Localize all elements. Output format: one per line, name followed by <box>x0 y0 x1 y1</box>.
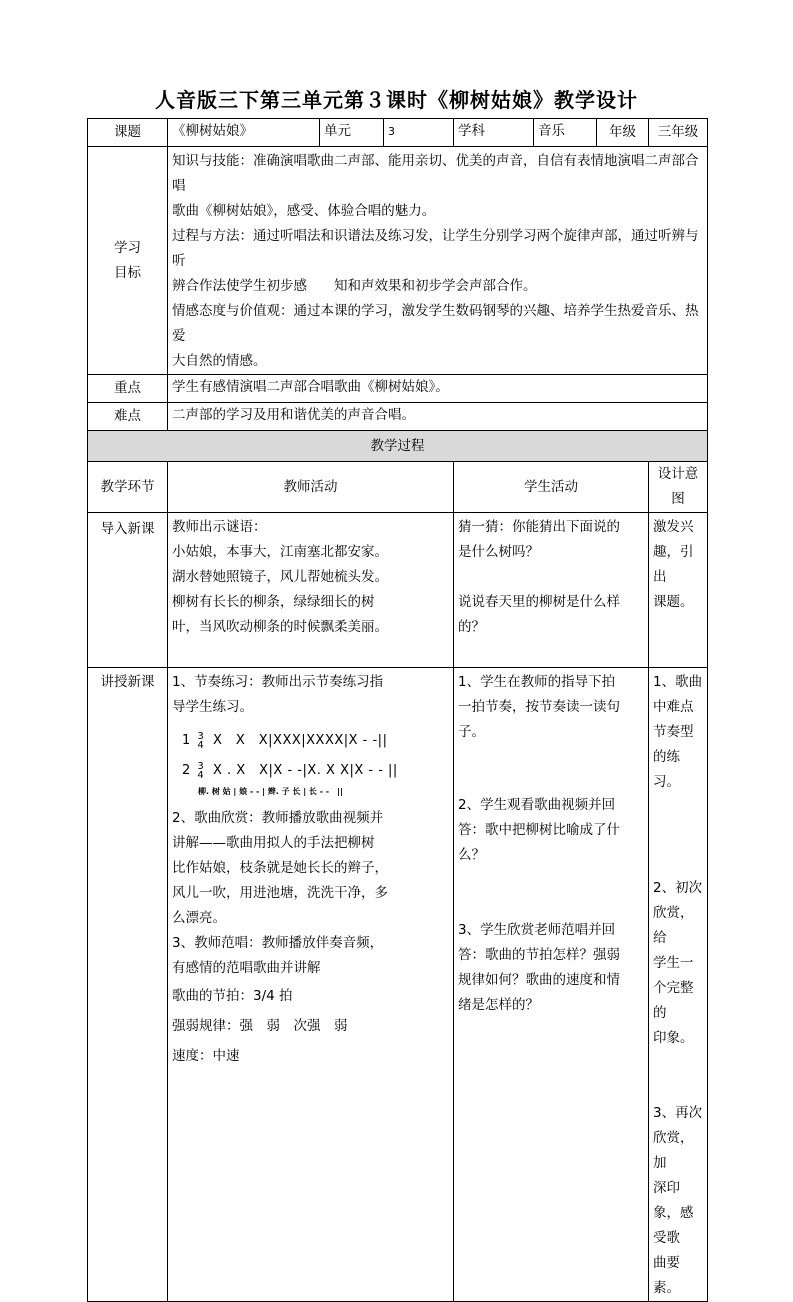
key-point-label: 重点 <box>88 375 168 403</box>
intro-intent-line: 激发兴趣，引出 <box>653 519 694 585</box>
difficulty-value: 二声部的学习及用和谐优美的声音合唱。 <box>168 403 708 431</box>
lecture-student-line: 绪是怎样的？ <box>458 997 539 1013</box>
info-row <box>88 119 708 147</box>
grade-label: 年级 <box>597 119 649 147</box>
col-student: 学生活动 <box>454 462 649 513</box>
intro-student-line <box>458 565 644 590</box>
intro-student-line: 猜一猜：你能猜出下面说的 <box>458 519 620 535</box>
lecture-intent-line: 曲要素。 <box>653 1255 680 1296</box>
lecture-teacher-line: 强弱规律：强 弱 次强 弱 <box>172 1018 348 1034</box>
key-point-value: 学生有感情演唱二声部合唱歌曲《柳树姑娘》。 <box>168 375 708 403</box>
subject-value: 音乐 <box>534 119 597 147</box>
unit-label: 单元 <box>320 119 384 147</box>
col-stage: 教学环节 <box>88 462 168 513</box>
lecture-teacher-line: 2、歌曲欣赏：教师播放歌曲视频并 <box>172 810 384 826</box>
lecture-student-line: 一拍节奏，按节奏读一读句 <box>458 699 620 715</box>
intro-row <box>88 513 708 668</box>
lecture-teacher-line: 歌曲的节拍：3/4 拍 <box>172 988 293 1004</box>
goals-label-2: 目标 <box>114 264 141 281</box>
lecture-teacher-line: 速度：中速 <box>172 1048 240 1064</box>
intro-student-line: 说说春天里的柳树是什么样 <box>458 594 620 610</box>
process-header: 教学过程 <box>88 431 708 462</box>
subject-label: 学科 <box>454 119 534 147</box>
time-signature: 3 4 <box>197 760 205 781</box>
lecture-intent-line: 2、初次欣赏，给 <box>653 880 703 946</box>
lesson-plan-table <box>87 118 708 1302</box>
time-signature: 3 4 <box>197 730 205 751</box>
lecture-intent-line: 节奏型的练习。 <box>653 724 694 790</box>
goals-line: 歌曲《柳树姑娘》，感受、体验合唱的魅力。 <box>172 203 436 219</box>
key-point-row <box>88 375 708 403</box>
lecture-teacher-line: 3、教师范唱：教师播放伴奏音频， <box>172 935 384 951</box>
lecture-student-line: 子。 <box>458 724 485 740</box>
lecture-student-line: 答：歌曲的节拍怎样？强弱 <box>458 947 620 963</box>
rhythm-line-number: 1 <box>182 733 191 748</box>
col-teacher: 教师活动 <box>168 462 454 513</box>
lecture-row <box>88 668 708 1302</box>
intro-teacher-line: 湖水替她照镜子，风儿帮她梳头发。 <box>172 569 388 585</box>
difficulty-row <box>88 403 708 431</box>
rhythm-line-2 <box>182 756 449 786</box>
lecture-teacher-line: 有感情的范唱歌曲并讲解 <box>172 960 321 976</box>
intro-teacher-line: 叶，当风吹动柳条的时候飘柔美丽。 <box>172 619 388 635</box>
goals-label-1: 学习 <box>114 239 141 256</box>
rhythm-exercise <box>182 726 449 798</box>
process-header-row <box>88 431 708 462</box>
lecture-intent-line: 印象。 <box>653 1030 694 1046</box>
lecture-teacher-line: 么漂亮。 <box>172 910 226 926</box>
process-columns-row <box>88 462 708 513</box>
rhythm-line-number: 2 <box>182 763 191 778</box>
lecture-teacher-line: 导学生练习。 <box>172 699 253 715</box>
unit-value: 3 <box>384 119 454 147</box>
rhythm-notation: X X X|XXX|XXXX|X - -|| <box>212 733 388 748</box>
intro-student-line: 是什么树吗？ <box>458 544 539 560</box>
goals-line: 大自然的情感。 <box>172 353 267 369</box>
lecture-student-line: 答：歌中把柳树比喻成了什 <box>458 822 620 838</box>
intro-student-line: 的？ <box>458 619 485 635</box>
lecture-teacher-line: 比作姑娘，枝条就是她长长的辫子， <box>172 860 388 876</box>
rhythm-notation: X . X X|X - -|X. X X|X - - || <box>212 763 398 778</box>
lecture-student-line: 么？ <box>458 847 485 863</box>
lecture-intent-line: 深印象，感受歌 <box>653 1180 694 1246</box>
goals-line: 过程与方法：通过听唱法和识谱法及练习发，让学生分别学习两个旋律声部，通过听辨与听 <box>172 228 699 269</box>
intro-teacher-line: 小姑娘，本事大，江南塞北都安家。 <box>172 544 388 560</box>
difficulty-label: 难点 <box>88 403 168 431</box>
lecture-intent-line: 3、再次欣赏，加 <box>653 1105 703 1171</box>
intro-teacher-line: 教师出示谜语： <box>172 519 267 535</box>
topic-value: 《柳树姑娘》 <box>168 119 320 147</box>
lecture-student-line: 规律如何？歌曲的速度和情 <box>458 972 620 988</box>
goals-line: 知识与技能：准确演唱歌曲二声部、能用亲切、优美的声音，自信有表情地演唱二声部合唱 <box>172 153 699 194</box>
lecture-student-line: 2、学生观看歌曲视频并回 <box>458 797 616 813</box>
topic-label: 课题 <box>88 119 168 147</box>
page-title: 人音版三下第三单元第３课时《柳树姑娘》教学设计 <box>155 88 638 112</box>
intro-stage: 导入新课 <box>88 513 168 668</box>
goals-line: 情感态度与价值观：通过本课的学习，激发学生数码钢琴的兴趣、培养学生热爱音乐、热爱 <box>172 303 699 344</box>
intro-intent-line: 课题。 <box>653 594 694 610</box>
lecture-teacher-line: 讲解——歌曲用拟人的手法把柳树 <box>172 835 375 851</box>
rhythm-line-1 <box>182 726 449 756</box>
lecture-intent-line: 1、歌曲中难点 <box>653 674 703 715</box>
lecture-teacher-line: 风儿一吹，用进池塘，洗洗干净，多 <box>172 885 388 901</box>
lecture-student-line: 1、学生在教师的指导下拍 <box>458 674 616 690</box>
goals-row <box>88 147 708 375</box>
grade-value: 三年级 <box>649 119 708 147</box>
lecture-stage: 讲授新课 <box>88 668 168 1302</box>
col-intent: 设计意图 <box>649 462 708 513</box>
goals-line: 辨合作法使学生初步感 知和声效果和初步学会声部合作。 <box>172 278 537 294</box>
lecture-teacher-line: 1、节奏练习：教师出示节奏练习指 <box>172 674 384 690</box>
lecture-student-line: 3、学生欣赏老师范唱并回 <box>458 922 616 938</box>
intro-teacher-line: 柳树有长长的柳条，绿绿细长的树 <box>172 594 375 610</box>
rhythm-lyric: 柳. 树 姑 | 娘 - - | 辫. 子 长 | 长 - - || <box>198 787 343 796</box>
lecture-intent-line: 学生一个完整的 <box>653 955 694 1021</box>
